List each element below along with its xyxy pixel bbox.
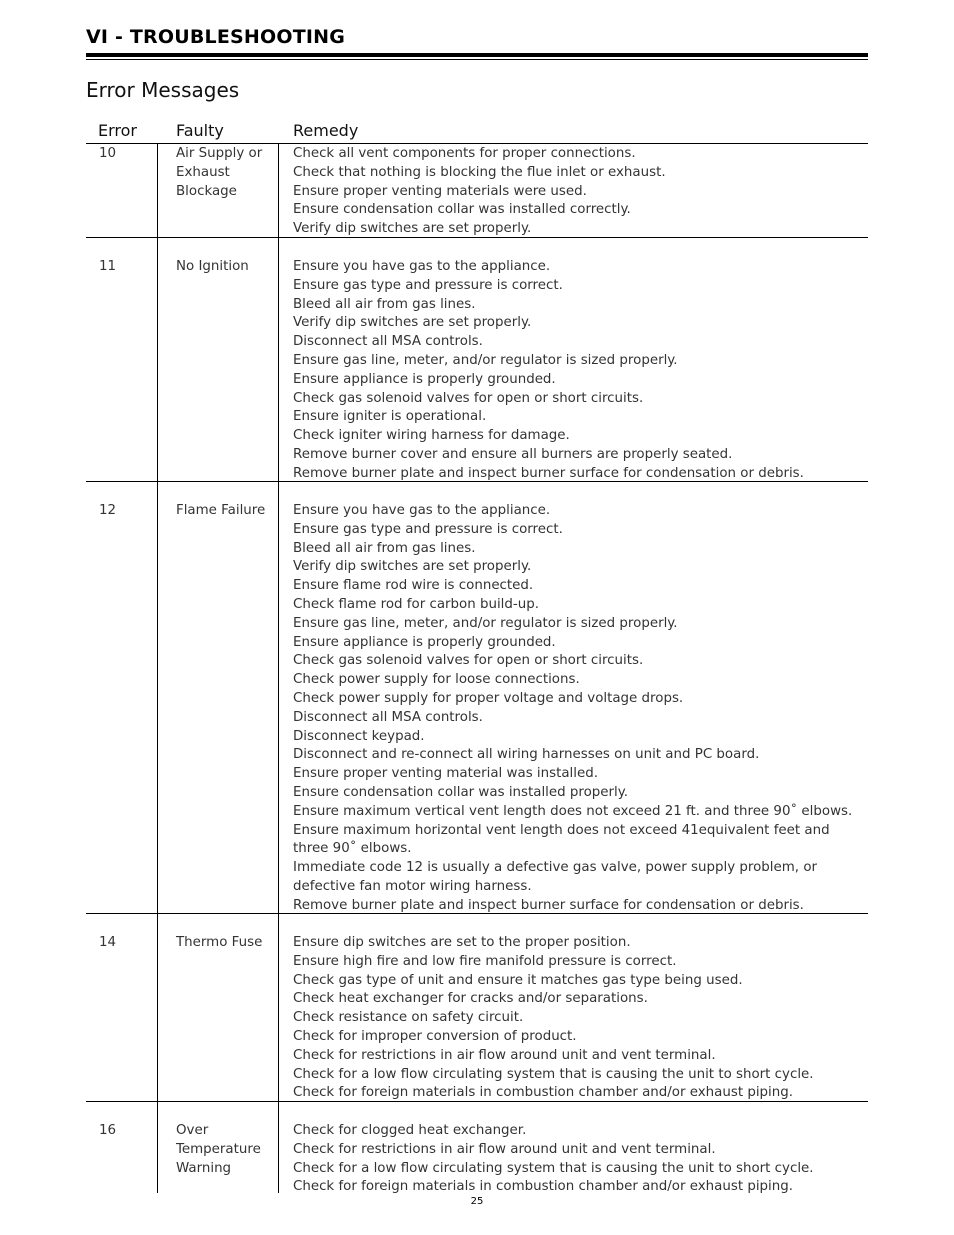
column-divider bbox=[157, 238, 158, 481]
remedy-item: Check all vent components for proper connections. bbox=[293, 146, 636, 161]
column-divider bbox=[278, 238, 279, 481]
column-divider bbox=[157, 144, 158, 237]
faulty-description: Air Supply or Exhaust Blockage bbox=[176, 146, 263, 199]
remedy-item: Check for clogged heat exchanger. bbox=[293, 1123, 527, 1138]
title-rule-thin bbox=[86, 59, 868, 60]
remedy-item: Disconnect all MSA controls. bbox=[293, 334, 483, 350]
error-code: 14 bbox=[99, 935, 117, 950]
remedy-item: Check igniter wiring harness for damage. bbox=[293, 428, 570, 444]
column-divider bbox=[157, 914, 158, 1101]
remedy-item: Remove burner plate and inspect burner surface for condensation or debris. bbox=[293, 465, 804, 481]
remedy-item: Ensure you have gas to the appliance. bbox=[293, 503, 551, 518]
remedy-item: Check flame rod for carbon build-up. bbox=[293, 596, 539, 612]
remedy-item: Bleed all air from gas lines. bbox=[293, 540, 476, 556]
remedy-item: Ensure high fire and low fire manifold pressure is correct. bbox=[293, 953, 677, 969]
column-header-faulty: Faulty bbox=[176, 121, 224, 140]
remedy-item: Check for restrictions in air flow around unit and vent terminal. bbox=[293, 1047, 716, 1063]
remedy-item: Verify dip switches are set properly. bbox=[293, 315, 532, 331]
remedy-list bbox=[293, 914, 861, 1103]
remedy-list bbox=[293, 238, 861, 484]
remedy-item: Check for improper conversion of product. bbox=[293, 1028, 577, 1044]
remedy-item: Disconnect and re-connect all wiring harnesses on unit and PC board. bbox=[293, 747, 760, 763]
remedy-item: Ensure you have gas to the appliance. bbox=[293, 259, 551, 274]
remedy-item: Check that nothing is blocking the flue inlet or exhaust. bbox=[293, 164, 666, 180]
table-row-error-16 bbox=[86, 1102, 868, 1193]
remedy-item: Ensure dip switches are set to the proper position. bbox=[293, 935, 631, 950]
remedy-item: Ensure condensation collar was installed properly. bbox=[293, 784, 629, 800]
column-divider bbox=[278, 144, 279, 237]
error-code: 10 bbox=[99, 146, 117, 161]
remedy-item: Ensure gas type and pressure is correct. bbox=[293, 277, 563, 293]
page-subtitle: Error Messages bbox=[86, 78, 240, 102]
remedy-item: Check gas solenoid valves for open or short circuits. bbox=[293, 390, 644, 406]
remedy-item: Check for foreign materials in combustion chamber and/or exhaust piping. bbox=[293, 1179, 794, 1195]
remedy-item: Ensure gas line, meter, and/or regulator is sized properly. bbox=[293, 352, 678, 368]
remedy-list bbox=[293, 1102, 861, 1197]
remedy-item: Ensure gas type and pressure is correct. bbox=[293, 521, 563, 537]
title-rule-thick bbox=[86, 53, 868, 57]
remedy-list bbox=[293, 144, 861, 239]
remedy-item: Check gas solenoid valves for open or short circuits. bbox=[293, 653, 644, 669]
error-code: 16 bbox=[99, 1123, 117, 1138]
remedy-item: Check for a low flow circulating system that is causing the unit to short cycle. bbox=[293, 1160, 814, 1176]
remedy-item: Check resistance on safety circuit. bbox=[293, 1010, 524, 1026]
section-title: VI - TROUBLESHOOTING bbox=[86, 26, 346, 48]
remedy-item: Remove burner plate and inspect burner surface for condensation or debris. bbox=[293, 897, 804, 913]
remedy-item: Check power supply for loose connections. bbox=[293, 672, 580, 688]
table-row-error-14 bbox=[86, 914, 868, 1102]
remedy-item: Ensure proper venting material was installed. bbox=[293, 766, 598, 782]
faulty-description: Flame Failure bbox=[176, 503, 266, 518]
remedy-item: Ensure maximum horizontal vent length does not exceed 41equivalent feet and three 90˚ elbows. bbox=[293, 822, 830, 857]
remedy-item: Check gas type of unit and ensure it matches gas type being used. bbox=[293, 972, 743, 988]
remedy-item: Check for foreign materials in combustion chamber and/or exhaust piping. bbox=[293, 1085, 794, 1101]
remedy-item: Immediate code 12 is usually a defective gas valve, power supply problem, or defective fan motor wiring harness. bbox=[293, 860, 818, 894]
remedy-item: Disconnect keypad. bbox=[293, 728, 425, 744]
table-row-error-10 bbox=[86, 144, 868, 238]
remedy-item: Verify dip switches are set properly. bbox=[293, 221, 532, 237]
remedy-list bbox=[293, 482, 861, 916]
table-row-error-11 bbox=[86, 238, 868, 482]
column-divider bbox=[157, 482, 158, 913]
faulty-description: No Ignition bbox=[176, 259, 249, 274]
error-code: 11 bbox=[99, 259, 117, 274]
faulty-description: Thermo Fuse bbox=[176, 935, 263, 950]
remedy-item: Ensure maximum vertical vent length does not exceed 21 ft. and three 90˚ elbows. bbox=[293, 803, 853, 819]
column-divider bbox=[278, 482, 279, 913]
faulty-description: Over Temperature Warning bbox=[176, 1123, 261, 1176]
column-header-remedy: Remedy bbox=[293, 121, 359, 140]
remedy-item: Check for a low flow circulating system that is causing the unit to short cycle. bbox=[293, 1066, 814, 1082]
error-code: 12 bbox=[99, 503, 117, 518]
remedy-item: Bleed all air from gas lines. bbox=[293, 296, 476, 312]
remedy-item: Disconnect all MSA controls. bbox=[293, 709, 483, 725]
table-row-error-12 bbox=[86, 482, 868, 914]
error-table bbox=[86, 144, 868, 1193]
remedy-item: Ensure gas line, meter, and/or regulator is sized properly. bbox=[293, 615, 678, 631]
page-number: 25 bbox=[470, 1196, 484, 1207]
remedy-item: Check heat exchanger for cracks and/or separations. bbox=[293, 991, 648, 1007]
remedy-item: Ensure appliance is properly grounded. bbox=[293, 634, 556, 650]
column-divider bbox=[278, 914, 279, 1101]
remedy-item: Ensure appliance is properly grounded. bbox=[293, 371, 556, 387]
remedy-item: Check for restrictions in air flow around unit and vent terminal. bbox=[293, 1141, 716, 1157]
remedy-item: Ensure igniter is operational. bbox=[293, 409, 487, 425]
remedy-item: Verify dip switches are set properly. bbox=[293, 559, 532, 575]
column-divider bbox=[157, 1102, 158, 1193]
column-header-error: Error bbox=[98, 121, 137, 140]
remedy-item: Check power supply for proper voltage and voltage drops. bbox=[293, 690, 684, 706]
remedy-item: Remove burner cover and ensure all burners are properly seated. bbox=[293, 446, 733, 462]
remedy-item: Ensure flame rod wire is connected. bbox=[293, 578, 534, 594]
remedy-item: Ensure condensation collar was installed correctly. bbox=[293, 202, 631, 218]
column-divider bbox=[278, 1102, 279, 1193]
remedy-item: Ensure proper venting materials were used. bbox=[293, 183, 587, 199]
